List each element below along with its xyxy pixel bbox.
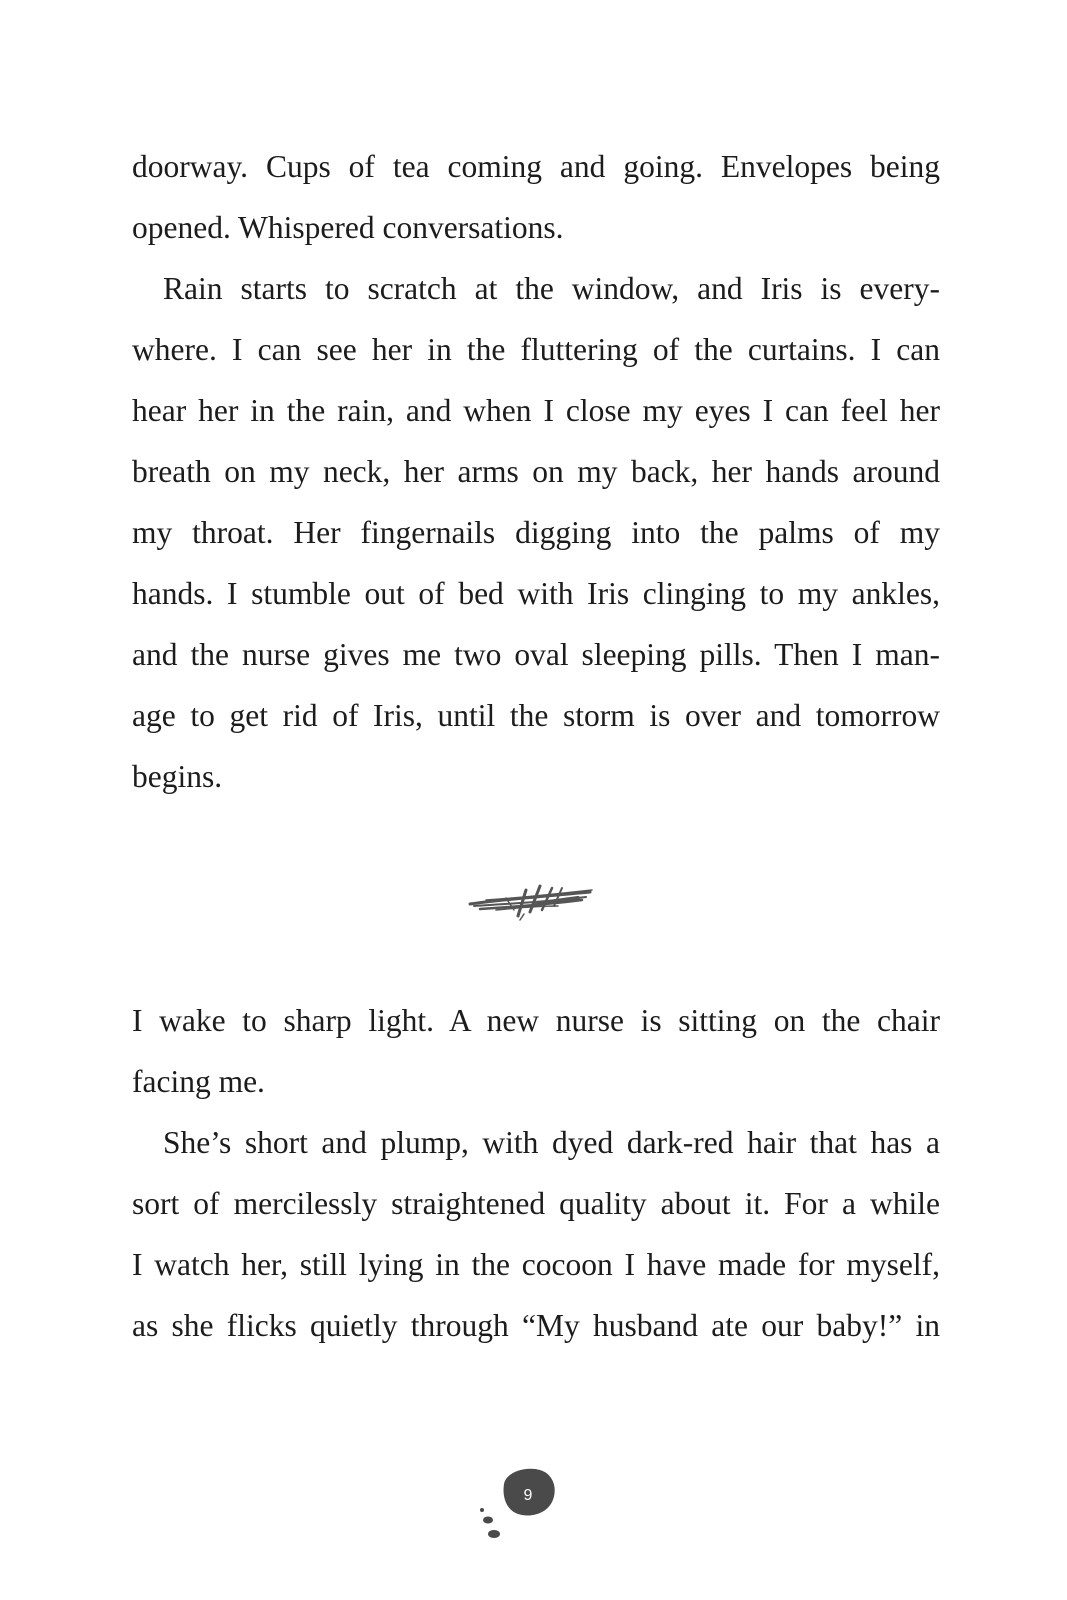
text-line: and the nurse gives me two oval sleeping pills. Then I man- [132,637,940,672]
text-line: She’s short and plump, with dyed dark-red hair that has a [163,1125,940,1160]
page-number: 9 [523,1487,533,1504]
text-line: breath on my neck, her arms on my back, her hands around [132,454,940,489]
text-line: where. I can see her in the fluttering of the curtains. I can [132,332,940,367]
text-line: opened. Whispered conversations. [132,210,564,245]
text-line: begins. [132,759,223,794]
text-line: my throat. Her fingernails digging into the palms of my [132,515,940,550]
text-line: hands. I stumble out of bed with Iris clinging to my ankles, [132,576,940,611]
text-line: age to get rid of Iris, until the storm is over and tomorrow [132,698,940,733]
page-number-badge [474,1462,564,1542]
scribble-ornament-icon [466,876,594,926]
text-line: I wake to sharp light. A new nurse is sitting on the chair [132,1003,940,1038]
text-line: doorway. Cups of tea coming and going. Envelopes being [132,149,940,184]
text-line: hear her in the rain, and when I close my eyes I can feel her [132,393,940,428]
text-line: sort of mercilessly straightened quality about it. For a while [132,1186,940,1221]
text-line: facing me. [132,1064,265,1099]
text-line: Rain starts to scratch at the window, and Iris is every- [163,271,940,306]
text-line: as she flicks quietly through “My husband ate our baby!” in [132,1308,940,1343]
text-line: I watch her, still lying in the cocoon I have made for myself, [132,1247,940,1282]
